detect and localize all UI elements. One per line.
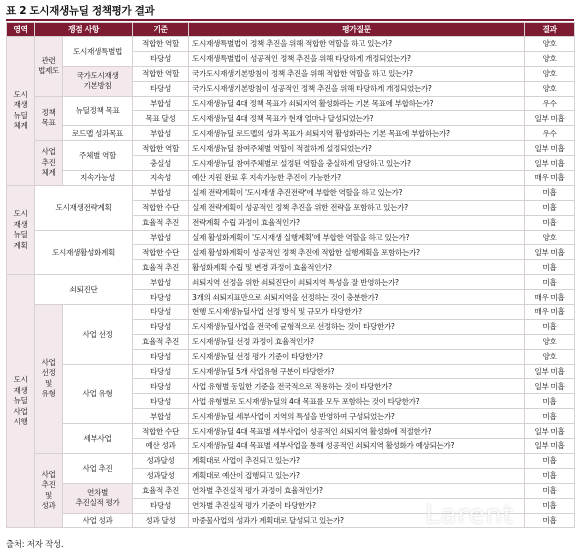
- issue-group-cell: 사업 선정 및 유형: [35, 305, 63, 454]
- issue-cell: 도시재생특별법: [63, 37, 133, 67]
- criterion-cell: 적합한 수단: [133, 200, 189, 215]
- criterion-cell: 부합성: [133, 409, 189, 424]
- result-cell: 미흡: [525, 394, 575, 409]
- criterion-cell: 타당성: [133, 498, 189, 513]
- result-cell: 매우 미흡: [525, 290, 575, 305]
- result-cell: 우수: [525, 126, 575, 141]
- result-cell: 미흡: [525, 275, 575, 290]
- result-cell: 미흡: [525, 498, 575, 513]
- question-cell: 도시재생뉴딜 5개 사업유형 구분이 타당한가?: [189, 364, 525, 379]
- issue-cell: 도시재생활성화계획: [35, 230, 133, 275]
- question-cell: 예산 지원 완료 후 지속가능한 추진이 가능한가?: [189, 171, 525, 186]
- result-cell: 일부 미흡: [525, 141, 575, 156]
- result-cell: 매우 미흡: [525, 171, 575, 186]
- question-cell: 현행 도시재생뉴딜사업 선정 방식 및 규모가 타당한가?: [189, 305, 525, 320]
- criterion-cell: 예산 성과: [133, 439, 189, 454]
- result-cell: 우수: [525, 96, 575, 111]
- question-cell: 도시재생뉴딜 4대 목표별 세부사업을 통해 성공적인 쇠퇴지역 활성화가 예상되는가?: [189, 439, 525, 454]
- table-row: [7, 37, 575, 52]
- table-row: [7, 141, 575, 156]
- question-cell: 도시재생뉴딜 참여주체별 역할이 적절하게 설정되었는가?: [189, 141, 525, 156]
- table-row: [7, 275, 575, 290]
- result-cell: 양호: [525, 81, 575, 96]
- header-issue: 쟁점 사항: [35, 23, 133, 37]
- table-row: [7, 364, 575, 379]
- result-cell: 미흡: [525, 409, 575, 424]
- question-cell: 계획대로 예산이 집행되고 있는가?: [189, 468, 525, 483]
- result-cell: 미흡: [525, 215, 575, 230]
- issue-group-cell: 정책 목표: [35, 96, 63, 141]
- issue-cell: 쇠퇴진단: [35, 275, 133, 305]
- table-header-row: [7, 23, 575, 37]
- table-row: [7, 171, 575, 186]
- watermark-logo: Larent: [425, 500, 515, 530]
- result-cell: 일부 미흡: [525, 364, 575, 379]
- issue-cell: 뉴딜정책 목표: [63, 96, 133, 126]
- criterion-cell: 타당성: [133, 394, 189, 409]
- criterion-cell: 적합한 수단: [133, 424, 189, 439]
- result-cell: 미흡: [525, 200, 575, 215]
- table-row: [7, 66, 575, 81]
- result-cell: 미흡: [525, 468, 575, 483]
- criterion-cell: 타당성: [133, 319, 189, 334]
- criterion-cell: 성과달성: [133, 453, 189, 468]
- issue-cell: 국가도시재생 기본방침: [63, 66, 133, 96]
- criterion-cell: 효율적 추진: [133, 260, 189, 275]
- issue-cell: 로드맵 성과목표: [63, 126, 133, 141]
- issue-cell: 사업 유형: [63, 364, 133, 424]
- criterion-cell: 부합성: [133, 275, 189, 290]
- header-question: 평가질문: [189, 23, 525, 37]
- result-cell: 미흡: [525, 319, 575, 334]
- criterion-cell: 타당성: [133, 364, 189, 379]
- header-result: 결과: [525, 23, 575, 37]
- criterion-cell: 지속성: [133, 171, 189, 186]
- area-cell: 도시 재생 뉴딜 계획: [7, 185, 35, 274]
- table-row: [7, 453, 575, 468]
- question-cell: 도시재생뉴딜 4대 목표별 세부사업이 성공적인 쇠퇴지역 활성화에 적절한가?: [189, 424, 525, 439]
- table-top-rule: [6, 19, 574, 21]
- result-cell: 양호: [525, 66, 575, 81]
- issue-cell: 주체별 역할: [63, 141, 133, 171]
- criterion-cell: 효율적 추진: [133, 483, 189, 498]
- question-cell: 도시재생특별법이 성공적인 정책 추진을 위해 타당하게 개정되었는가?: [189, 51, 525, 66]
- criterion-cell: 목표 달성: [133, 111, 189, 126]
- result-cell: 일부 미흡: [525, 379, 575, 394]
- criterion-cell: 적합한 역할: [133, 37, 189, 52]
- result-cell: 미흡: [525, 513, 575, 528]
- table-row: [7, 126, 575, 141]
- table-row: [7, 185, 575, 200]
- question-cell: 쇠퇴지역 선정을 위한 쇠퇴진단이 쇠퇴지역 특성을 잘 반영하는가?: [189, 275, 525, 290]
- criterion-cell: 효율적 추진: [133, 334, 189, 349]
- question-cell: 실제 전략계획이 성공적인 정책 추진을 위한 전략을 포함하고 있는가?: [189, 200, 525, 215]
- criterion-cell: 타당성: [133, 81, 189, 96]
- issue-cell: 사업 추진: [63, 453, 133, 483]
- issue-cell: 지속가능성: [63, 171, 133, 186]
- question-cell: 도시재생뉴딜 세부사업이 지역의 특성을 반영하여 구성되었는가?: [189, 409, 525, 424]
- issue-cell: 세부사업: [63, 424, 133, 454]
- criterion-cell: 충실성: [133, 156, 189, 171]
- question-cell: 연차별 추진실적 평가 기준이 타당한가?: [189, 498, 525, 513]
- result-cell: 미흡: [525, 260, 575, 275]
- criterion-cell: 타당성: [133, 379, 189, 394]
- criterion-cell: 부합성: [133, 126, 189, 141]
- header-criterion: 기준: [133, 23, 189, 37]
- question-cell: 사업 유형별로 도시재생뉴딜의 4대 목표를 모두 포함하는 것이 타당한가?: [189, 394, 525, 409]
- question-cell: 도시재생뉴딜 4대 정책 목표가 쇠퇴지역 활성화라는 기본 목표에 부합하는가?: [189, 96, 525, 111]
- result-cell: 미흡: [525, 185, 575, 200]
- question-cell: 실제 전략계획이 '도시재생 추진전략'에 부합한 역할을 하고 있는가?: [189, 185, 525, 200]
- table-row: [7, 424, 575, 439]
- question-cell: 도시재생뉴딜 선정 평가 기준이 타당한가?: [189, 349, 525, 364]
- table-caption: 표 2 도시재생뉴딜 정책평가 결과: [6, 5, 155, 17]
- result-cell: 일부 미흡: [525, 424, 575, 439]
- question-cell: 실제 활성화계획이 성공적인 정책 추진에 적합한 실행계획을 포함하는가?: [189, 245, 525, 260]
- question-cell: 국가도시재생기본방침이 성공적인 정책 추진을 위해 타당하게 개정되었는가?: [189, 81, 525, 96]
- criterion-cell: 적합한 역할: [133, 141, 189, 156]
- result-cell: 양호: [525, 51, 575, 66]
- area-cell: 도시 재생 뉴딜 체계: [7, 37, 35, 186]
- criterion-cell: 부합성: [133, 185, 189, 200]
- issue-group-cell: 사업 추진 체계: [35, 141, 63, 186]
- table-row: [7, 483, 575, 498]
- source-note: 출처: 저자 작성.: [6, 539, 64, 549]
- question-cell: 활성화계획 수립 및 변경 과정이 효율적인가?: [189, 260, 525, 275]
- question-cell: 도시재생특별법이 정책 추진을 위해 적합한 역할을 하고 있는가?: [189, 37, 525, 52]
- table-row: [7, 96, 575, 111]
- criterion-cell: 부합성: [133, 230, 189, 245]
- area-cell: 도시 재생 뉴딜 사업 시행: [7, 275, 35, 528]
- criterion-cell: 타당성: [133, 305, 189, 320]
- result-cell: 일부 미흡: [525, 156, 575, 171]
- issue-group-cell: 관련 법제도: [35, 37, 63, 97]
- issue-cell: 연차별 추진실적 평가: [63, 483, 133, 513]
- criterion-cell: 타당성: [133, 51, 189, 66]
- result-cell: 매우 미흡: [525, 305, 575, 320]
- issue-cell: 사업 성과: [63, 513, 133, 528]
- result-cell: 미흡: [525, 453, 575, 468]
- result-cell: 일부 미흡: [525, 439, 575, 454]
- criterion-cell: 적합한 수단: [133, 245, 189, 260]
- policy-evaluation-table: [6, 22, 575, 528]
- question-cell: 실제 활성화계획이 '도시재생 실행계획'에 부합한 역할을 하고 있는가?: [189, 230, 525, 245]
- question-cell: 도시재생뉴딜 로드맵의 성과 목표가 쇠퇴지역 활성화라는 기본 목표에 부합하는가?: [189, 126, 525, 141]
- result-cell: 양호: [525, 334, 575, 349]
- criterion-cell: 적합한 역할: [133, 66, 189, 81]
- issue-cell: 도시재생전략계획: [35, 185, 133, 230]
- result-cell: 양호: [525, 349, 575, 364]
- question-cell: 전략계획 수립 과정이 효율적인가?: [189, 215, 525, 230]
- table-row: [7, 305, 575, 320]
- question-cell: 도시재생뉴딜 선정 과정이 효율적인가?: [189, 334, 525, 349]
- issue-cell: 사업 선정: [63, 305, 133, 365]
- question-cell: 도시재생뉴딜 4대 정책 목표가 현재 얼마나 달성되었는가?: [189, 111, 525, 126]
- question-cell: 도시재생뉴딜 참여주체별로 설정된 역할을 충실하게 담당하고 있는가?: [189, 156, 525, 171]
- result-cell: 미흡: [525, 483, 575, 498]
- criterion-cell: 성과 달성: [133, 513, 189, 528]
- result-cell: 일부 미흡: [525, 245, 575, 260]
- question-cell: 마중물사업의 성과가 계획대로 달성되고 있는가?: [189, 513, 525, 528]
- criterion-cell: 성과달성: [133, 468, 189, 483]
- result-cell: 양호: [525, 37, 575, 52]
- header-area: 영역: [7, 23, 35, 37]
- issue-group-cell: 사업 추진 및 성과: [35, 453, 63, 527]
- criterion-cell: 부합성: [133, 96, 189, 111]
- result-cell: 양호: [525, 230, 575, 245]
- question-cell: 연차별 추진실적 평가 과정이 효율적인가?: [189, 483, 525, 498]
- question-cell: 사업 유형별 동일한 기준을 전국적으로 적용하는 것이 타당한가?: [189, 379, 525, 394]
- question-cell: 국가도시재생기본방침이 정책 추진을 위해 적합한 역할을 하고 있는가?: [189, 66, 525, 81]
- criterion-cell: 타당성: [133, 349, 189, 364]
- result-cell: 일부 미흡: [525, 111, 575, 126]
- question-cell: 3개의 쇠퇴지표만으로 쇠퇴지역을 선정하는 것이 충분한가?: [189, 290, 525, 305]
- criterion-cell: 타당성: [133, 290, 189, 305]
- question-cell: 도시재생뉴딜사업을 전국에 균형적으로 선정하는 것이 타당한가?: [189, 319, 525, 334]
- criterion-cell: 효율적 추진: [133, 215, 189, 230]
- table-row: [7, 230, 575, 245]
- question-cell: 계획대로 사업이 추진되고 있는가?: [189, 453, 525, 468]
